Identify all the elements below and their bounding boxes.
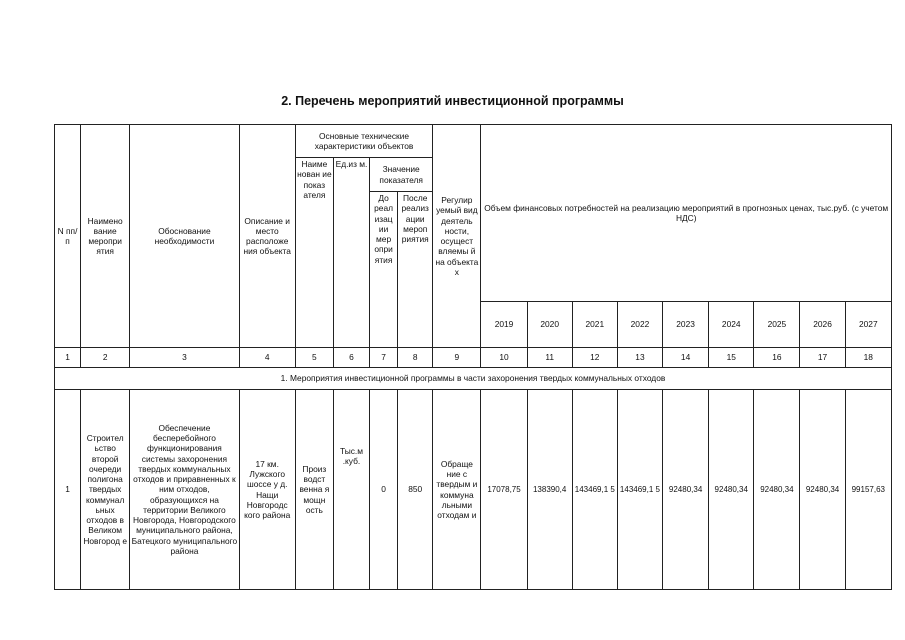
- header-value-group: Значение показателя: [370, 158, 433, 192]
- row-name: Строител ьство второй очереди полигона твердых коммунал ьных отходов в Великом Новгород е: [81, 390, 130, 590]
- row-value: 92480,34: [663, 390, 709, 590]
- row-unit: Тыс.м .куб.: [333, 390, 369, 590]
- col-number: 14: [663, 348, 709, 368]
- row-basis: Обеспечение бесперебойного функционирования системы захоронения твердых коммунальных отходов и приравненных к ним отходов, образующихся на территории Великого Новгорода, Новгородского муниципального района, Батецкого муниципального района: [130, 390, 239, 590]
- col-number: 4: [239, 348, 295, 368]
- col-number: 12: [572, 348, 617, 368]
- col-number: 15: [709, 348, 754, 368]
- col-number: 10: [481, 348, 527, 368]
- header-year: 2023: [663, 302, 709, 348]
- header-basis: Обоснование необходимости: [130, 125, 239, 348]
- col-number: 18: [845, 348, 891, 368]
- row-after: 850: [398, 390, 433, 590]
- row-value: 17078,75: [481, 390, 527, 590]
- row-n: 1: [55, 390, 81, 590]
- row-value: 138390,4: [527, 390, 572, 590]
- col-number: 11: [527, 348, 572, 368]
- col-number: 17: [800, 348, 845, 368]
- header-year: 2025: [754, 302, 800, 348]
- row-activity: Обраще ние с твердым и коммуна льными отходам и: [433, 390, 481, 590]
- header-year: 2022: [617, 302, 662, 348]
- col-number: 2: [81, 348, 130, 368]
- row-value: 92480,34: [709, 390, 754, 590]
- header-year: 2020: [527, 302, 572, 348]
- header-year: 2027: [845, 302, 891, 348]
- row-before: 0: [370, 390, 398, 590]
- header-after: После реализ ации мероп риятия: [398, 192, 433, 348]
- col-number: 1: [55, 348, 81, 368]
- page-title: 2. Перечень мероприятий инвестиционной программы: [281, 94, 624, 108]
- header-year: 2021: [572, 302, 617, 348]
- header-n: N пп/ п: [55, 125, 81, 348]
- section-title: 1. Мероприятия инвестиционной программы в части захоронения твердых коммунальных отходов: [55, 368, 892, 390]
- header-finance-group: Объем финансовых потребностей на реализацию мероприятий в прогнозных ценах, тыс.руб. (с учетом НДС): [481, 125, 892, 302]
- col-number: 6: [333, 348, 369, 368]
- investment-table: [54, 124, 892, 590]
- header-unit: Ед.из м.: [333, 158, 369, 348]
- header-year: 2026: [800, 302, 845, 348]
- header-location: Описание и место расположе ния объекта: [239, 125, 295, 348]
- row-indicator-name: Произ водст венна я мощн ость: [295, 390, 333, 590]
- row-value: 92480,34: [754, 390, 800, 590]
- row-location: 17 км. Лужского шоссе у д. Нащи Новгородс кого района: [239, 390, 295, 590]
- col-number: 7: [370, 348, 398, 368]
- col-number: 9: [433, 348, 481, 368]
- col-number: 13: [617, 348, 662, 368]
- row-value: 143469,1 5: [617, 390, 662, 590]
- row-value: 143469,1 5: [572, 390, 617, 590]
- header-name: Наимено вание меропри ятия: [81, 125, 130, 348]
- header-year: 2024: [709, 302, 754, 348]
- col-number: 16: [754, 348, 800, 368]
- col-number: 8: [398, 348, 433, 368]
- row-value: 99157,63: [845, 390, 891, 590]
- header-year: 2019: [481, 302, 527, 348]
- header-indicator-name: Наиме нован ие показ ателя: [295, 158, 333, 348]
- header-before: До реал изац ии мер опри ятия: [370, 192, 398, 348]
- col-number: 5: [295, 348, 333, 368]
- header-tech-group: Основные технические характеристики объектов: [295, 125, 432, 158]
- col-number: 3: [130, 348, 239, 368]
- row-value: 92480,34: [800, 390, 845, 590]
- header-activity: Регулир уемый вид деятель ности, осущест вляемы й на объекта х: [433, 125, 481, 348]
